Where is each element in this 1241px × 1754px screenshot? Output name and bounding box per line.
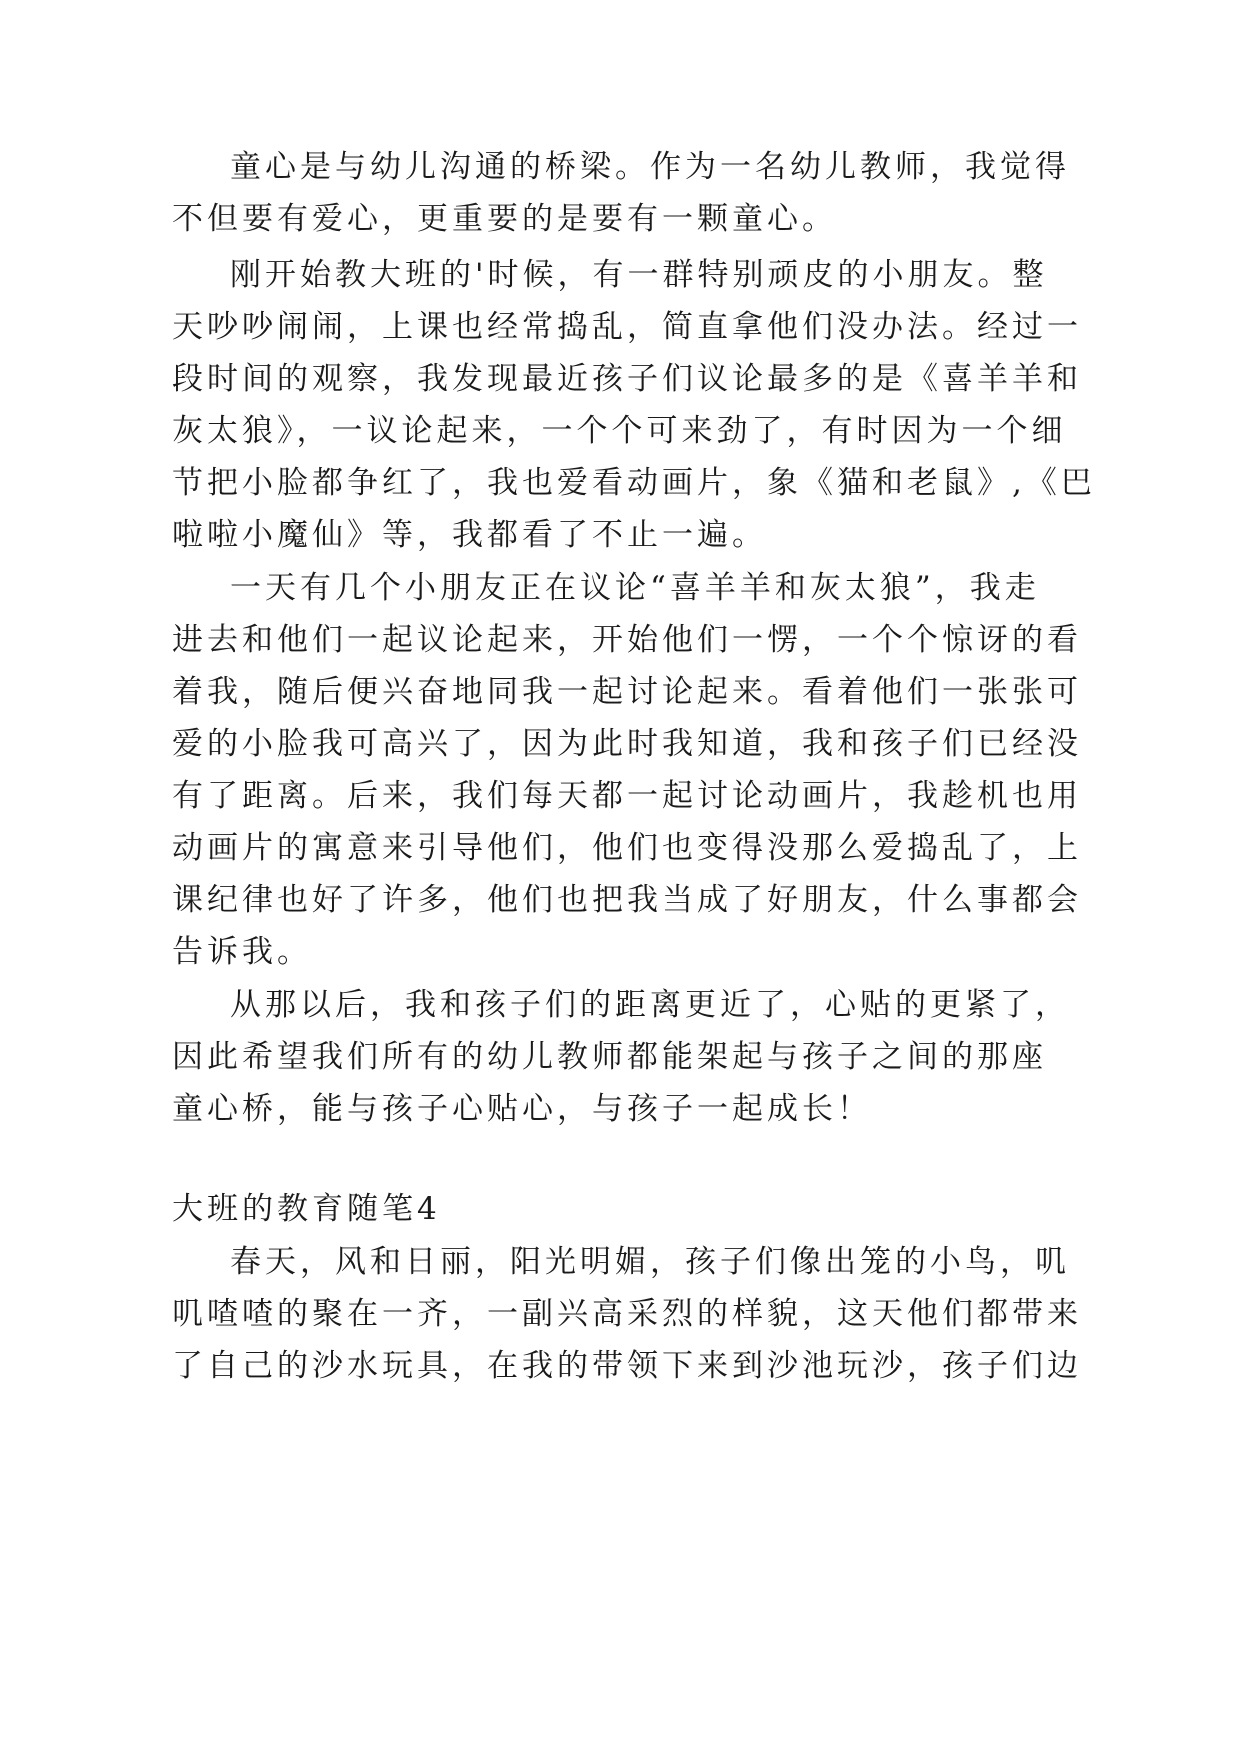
text-line: 刚开始教大班的'时候，有一群特别顽皮的小朋友。整 — [230, 257, 1048, 293]
text-line: 着我，随后便兴奋地同我一起讨论起来。看着他们一张张可 — [172, 674, 1082, 710]
text-line: 童心桥，能与孩子心贴心，与孩子一起成长！ — [172, 1091, 872, 1127]
text-line: 灰太狼》，一议论起来，一个个可来劲了，有时因为一个细 — [172, 413, 1067, 449]
text-line: 天吵吵闹闹，上课也经常捣乱，简直拿他们没办法。经过一 — [172, 309, 1082, 345]
text-line: 了自己的沙水玩具，在我的带领下来到沙池玩沙，孩子们边 — [172, 1348, 1082, 1384]
text-line: 课纪律也好了许多，他们也把我当成了好朋友，什么事都会 — [172, 882, 1082, 918]
text-line: 动画片的寓意来引导他们，他们也变得没那么爱捣乱了，上 — [172, 830, 1082, 866]
text-line: 一天有几个小朋友正在议论“喜羊羊和灰太狼”，我走 — [230, 570, 1040, 606]
text-line: 从那以后，我和孩子们的距离更近了，心贴的更紧了， — [230, 987, 1070, 1023]
text-line: 童心是与幼儿沟通的桥梁。作为一名幼儿教师，我觉得 — [230, 149, 1070, 185]
text-line: 啦啦小魔仙》等，我都看了不止一遍。 — [172, 517, 767, 553]
text-line: 春天，风和日丽，阳光明媚，孩子们像出笼的小鸟，叽 — [230, 1244, 1070, 1280]
text-line: 段时间的观察，我发现最近孩子们议论最多的是《喜羊羊和 — [172, 361, 1082, 397]
text-line: 有了距离。后来，我们每天都一起讨论动画片，我趁机也用 — [172, 778, 1082, 814]
text-line: 节把小脸都争红了，我也爱看动画片，象《猫和老鼠》,《巴 — [172, 465, 1096, 501]
section-heading: 大班的教育随笔4 — [172, 1191, 441, 1227]
text-line: 不但要有爱心，更重要的是要有一颗童心。 — [172, 201, 837, 237]
text-line: 告诉我。 — [172, 934, 312, 970]
text-line: 因此希望我们所有的幼儿教师都能架起与孩子之间的那座 — [172, 1039, 1047, 1075]
text-line: 爱的小脸我可高兴了，因为此时我知道，我和孩子们已经没 — [172, 726, 1082, 762]
text-line: 进去和他们一起议论起来，开始他们一愣，一个个惊讶的看 — [172, 622, 1082, 658]
text-line: 叽喳喳的聚在一齐，一副兴高采烈的样貌，这天他们都带来 — [172, 1296, 1082, 1332]
